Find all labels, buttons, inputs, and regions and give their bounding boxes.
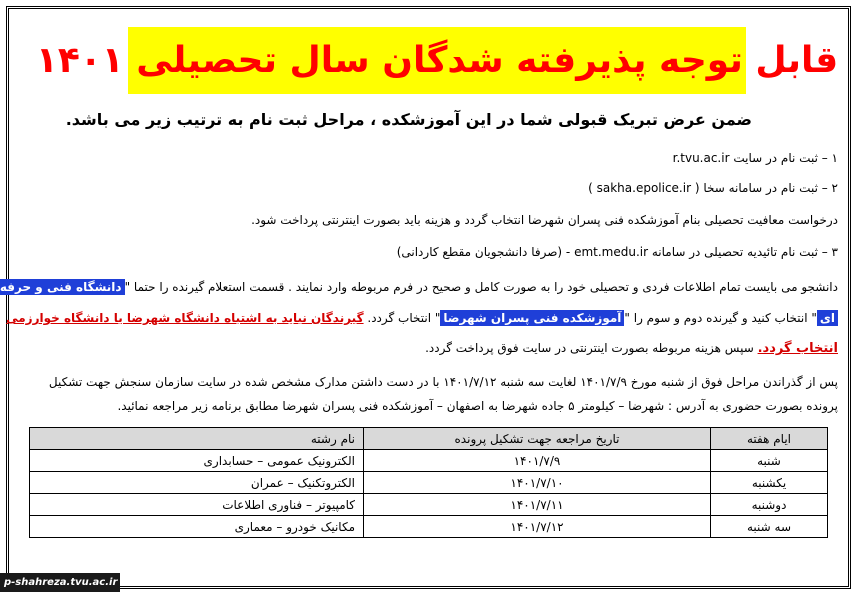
title-banner — [35, 27, 839, 94]
table-row — [30, 450, 828, 472]
highlight-tvu-end: ای — [817, 310, 838, 326]
notice-line-1 — [0, 279, 838, 295]
table-row — [30, 494, 828, 516]
notice-line-3 — [425, 340, 838, 357]
table-header-row — [30, 428, 828, 450]
notice-line-2 — [6, 310, 838, 326]
row-day: شنبه — [711, 450, 828, 472]
row-day: دوشنبه — [711, 494, 828, 516]
step-1: ۱ – ثبت نام در سایت r.tvu.ac.ir — [672, 151, 838, 165]
row-day: یکشنبه — [711, 472, 828, 494]
row-date: ۱۴۰۱/۷/۱۱ — [364, 494, 711, 516]
row-major: الکتروتکنیک – عمران — [30, 472, 364, 494]
notice-text-2b: " انتخاب گردد. — [367, 311, 441, 325]
fee-text: سپس هزینه مربوطه بصورت اینترنتی در سایت فوق پرداخت گردد. — [425, 341, 754, 355]
highlight-school: آموزشکده فنی پسران شهرضا — [440, 310, 624, 326]
step-2-note: درخواست معافیت تحصیلی بنام آموزشکده فنی پسران شهرضا انتخاب گردد و هزینه باید بصورت اینترنتی پرداخت شود. — [251, 213, 838, 227]
table-row — [30, 516, 828, 538]
warning-text: گیرندگان نباید به اشتباه دانشگاه شهرضا یا دانشگاه خوارزمی — [6, 311, 364, 325]
row-major: مکانیک خودرو – معماری — [30, 516, 364, 538]
row-major: کامپیوتر – فناوری اطلاعات — [30, 494, 364, 516]
warning-text-end: انتخاب گردد. — [757, 341, 838, 356]
row-date: ۱۴۰۱/۷/۹ — [364, 450, 711, 472]
site-watermark: p-shahreza.tvu.ac.ir — [0, 573, 120, 592]
closing-line-2: پرونده بصورت حضوری به آدرس : شهرضا – کیلومتر ۵ جاده شهرضا به اصفهان – آموزشکده فنی پسران شهرضا مطابق برنامه زیر مراجعه نمائید. — [117, 399, 838, 413]
row-date: ۱۴۰۱/۷/۱۲ — [364, 516, 711, 538]
page-title: قابل توجه پذیرفته شدگان سال تحصیلی ۱۴۰۱ — [35, 40, 839, 81]
table-row — [30, 472, 828, 494]
row-day: سه شنبه — [711, 516, 828, 538]
row-date: ۱۴۰۱/۷/۱۰ — [364, 472, 711, 494]
header-major: نام رشته — [30, 428, 364, 450]
schedule-table — [29, 427, 828, 538]
header-date: تاریخ مراجعه جهت تشکیل پرونده — [364, 428, 711, 450]
notice-text-2a: " انتخاب کنید و گیرنده دوم و سوم را " — [624, 311, 817, 325]
step-3: ۳ – ثبت نام تائیدیه تحصیلی در سامانه emt.medu.ir - (صرفا دانشجویان مقطع کاردانی) — [396, 245, 838, 259]
notice-text-1: دانشجو می بایست تمام اطلاعات فردی و تحصیلی خود را به صورت کامل و صحیح در فرم مربوطه وارد نمایند . قسمت استعلام گیرنده را حتما " — [124, 280, 838, 294]
step-2: ۲ – ثبت نام در سامانه سخا ( sakha.epolice.ir ) — [588, 181, 838, 195]
header-day: ایام هفته — [711, 428, 828, 450]
intro-text: ضمن عرض تبریک قبولی شما در این آموزشکده ، مراحل ثبت نام به ترتیب زیر می باشد. — [65, 110, 752, 129]
highlight-tvu: دانشگاه فنی و حرفه — [0, 279, 125, 295]
row-major: الکترونیک عمومی – حسابداری — [30, 450, 364, 472]
closing-line-1: پس از گذراندن مراحل فوق از شنبه مورخ ۱۴۰۱/۷/۹ لغایت سه شنبه ۱۴۰۱/۷/۱۲ با در دست داشتن مدارک مشخص شده در سایت سازمان سنجش جهت تشکیل — [48, 375, 838, 389]
